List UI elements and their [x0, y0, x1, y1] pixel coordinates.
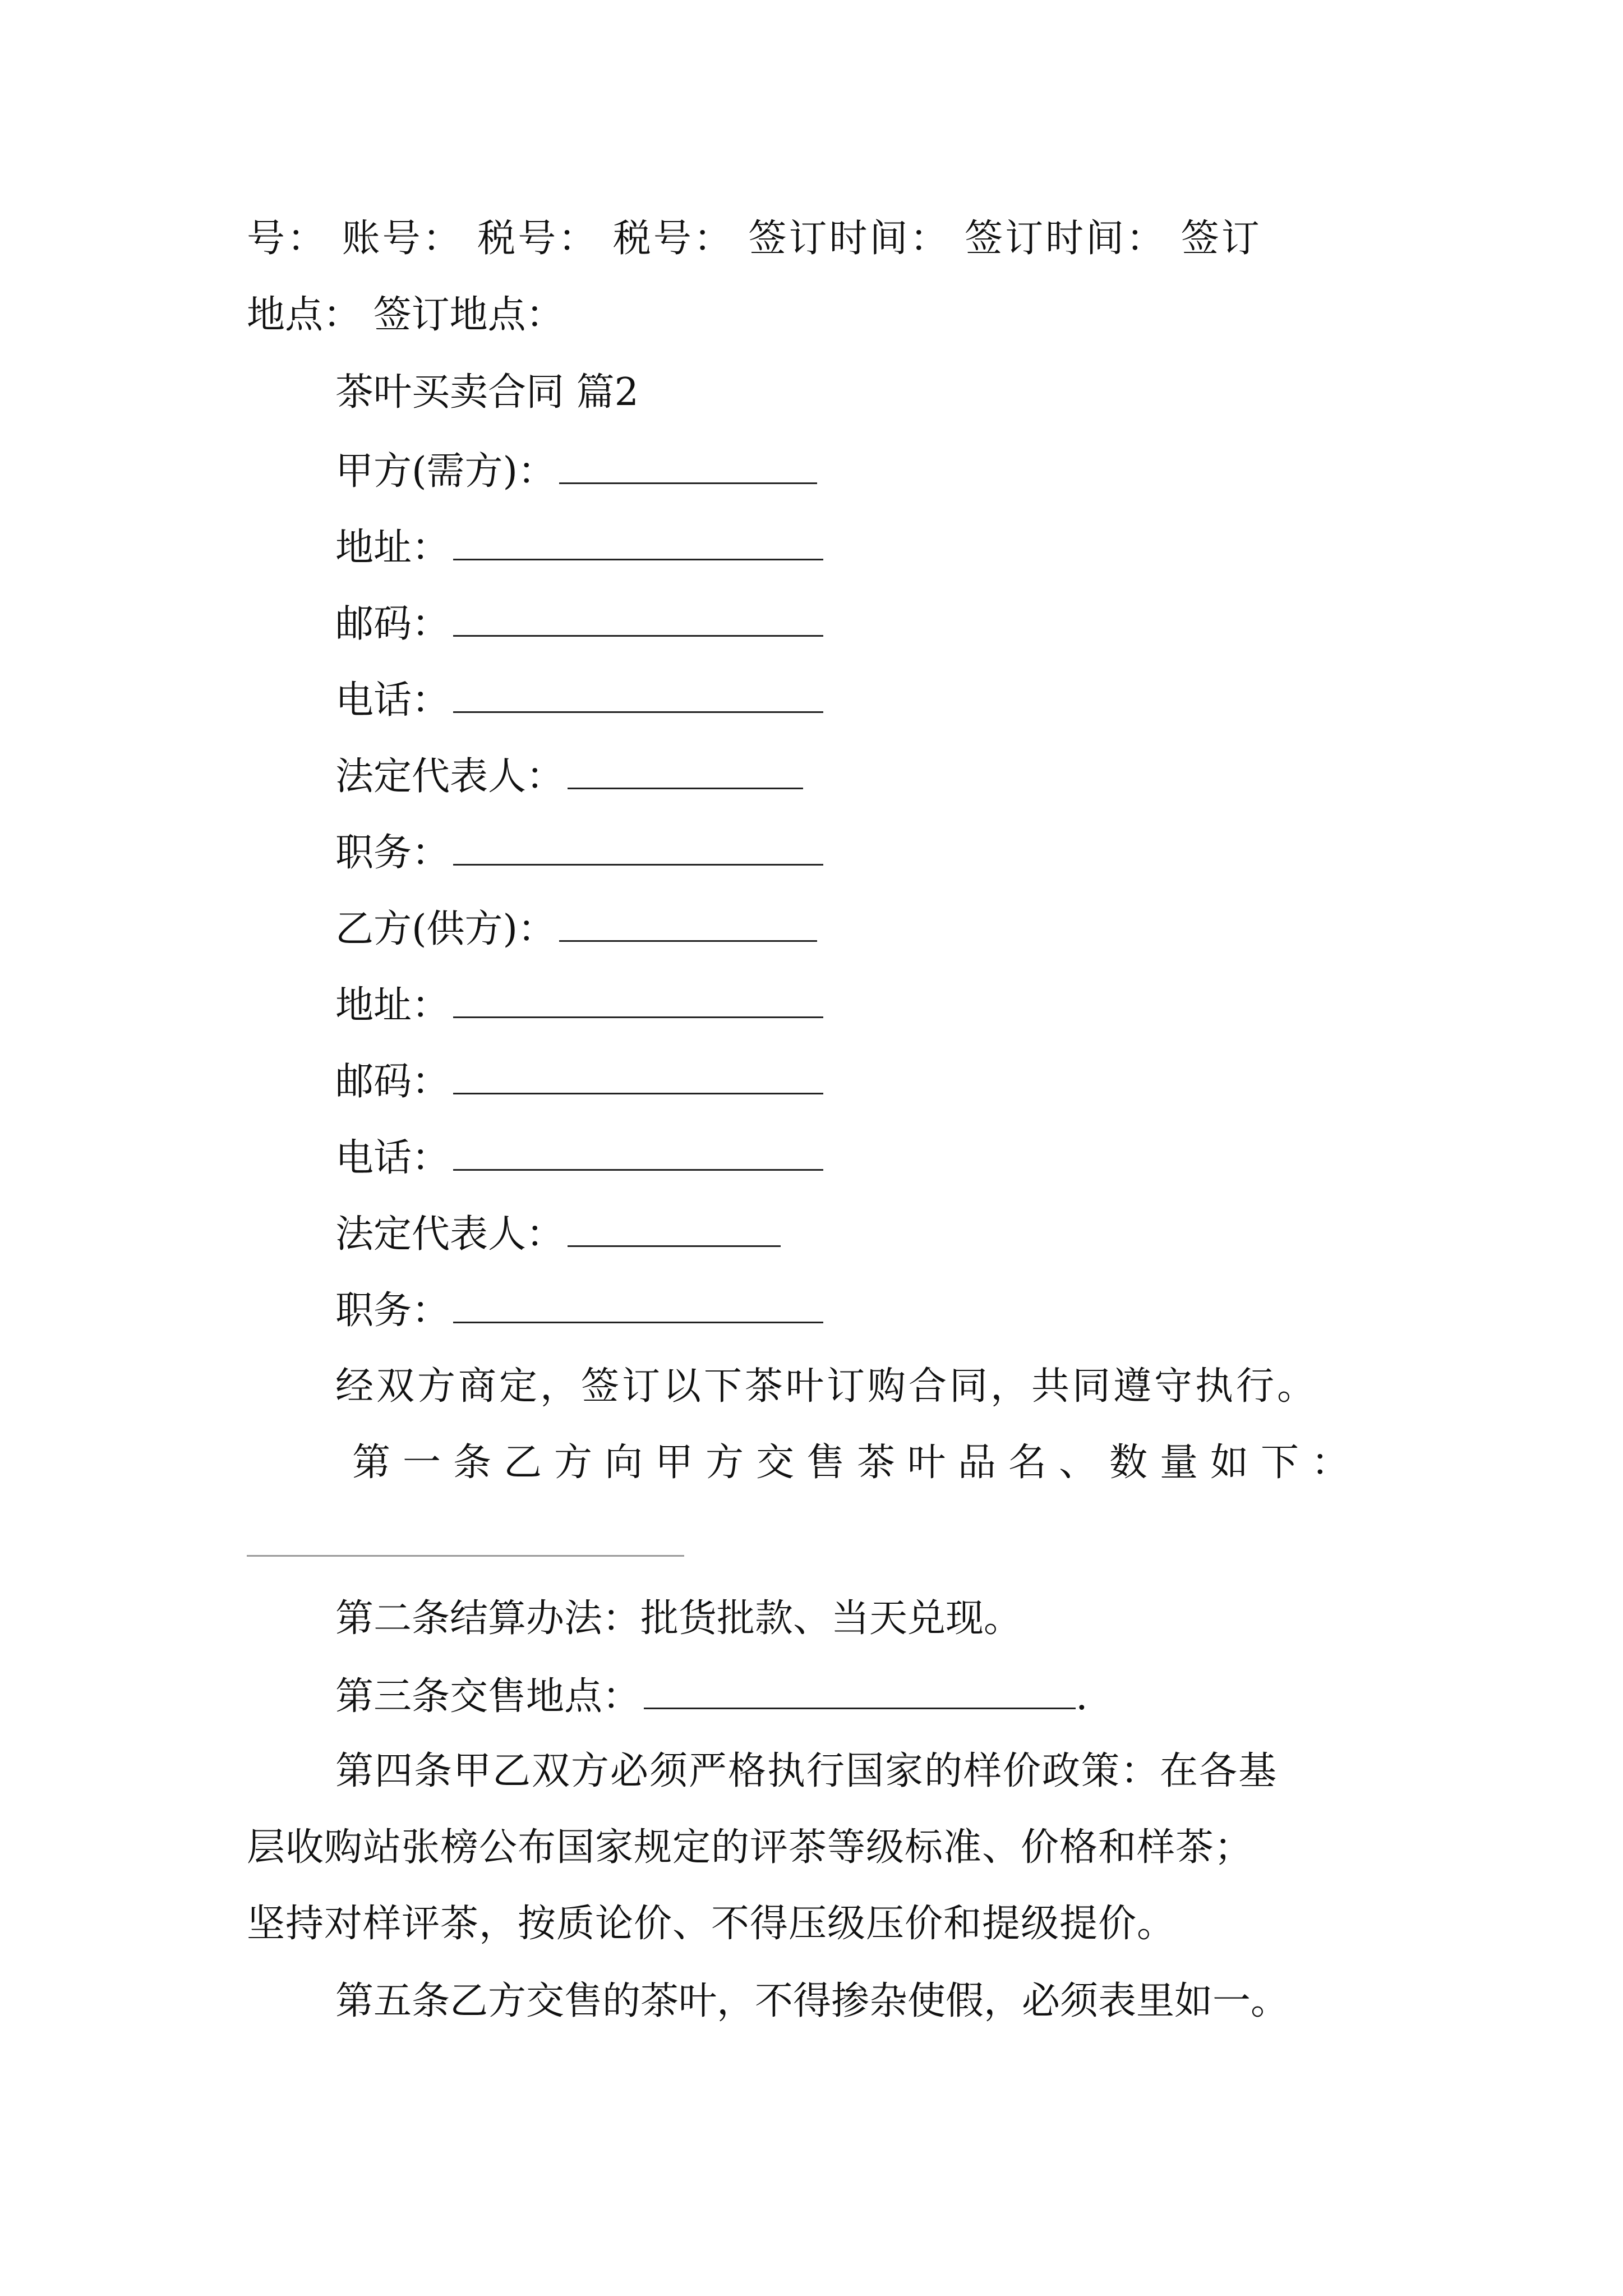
party-a-postcode-label: 邮码： — [335, 602, 450, 646]
party-a-address-row — [335, 526, 823, 570]
party-a-postcode-row — [335, 602, 823, 646]
party-b-postcode-row — [335, 1060, 823, 1104]
header-line-1: 号： 账号： 税号： 税号： 签订时间： 签订时间： 签订 — [247, 217, 1262, 261]
article-4-line-2: 层收购站张榜公布国家规定的评茶等级标准、价格和样茶； — [247, 1825, 1253, 1870]
section-title: 茶叶买卖合同 篇2 — [335, 370, 639, 415]
intro-paragraph: 经双方商定，签订以下茶叶订购合同，共同遵守执行。 — [335, 1364, 1318, 1409]
article-5: 第五条乙方交售的茶叶，不得掺杂使假，必须表里如一。 — [335, 1979, 1289, 2023]
party-a-title: 甲方(需方)： — [335, 449, 556, 494]
party-a-phone-label: 电话： — [335, 678, 450, 723]
header-line-2: 地点： 签订地点： — [247, 293, 564, 337]
party-b-phone-label: 电话： — [335, 1136, 450, 1180]
party-b-legal-rep-label: 法定代表人： — [335, 1212, 565, 1257]
party-b-legal-rep-row — [335, 1212, 781, 1257]
party-a-position-blank — [453, 832, 823, 866]
party-b-position-blank — [453, 1290, 823, 1323]
party-b-position-row — [335, 1289, 823, 1333]
article-4-line-3: 坚持对样评茶，按质论价、不得压级压价和提级提价。 — [247, 1902, 1176, 1946]
party-b-name-blank — [559, 909, 817, 942]
party-a-phone-row — [335, 678, 823, 723]
article-3-period: . — [1076, 1674, 1088, 1719]
party-b-postcode-blank — [453, 1061, 823, 1094]
party-b-phone-blank — [453, 1138, 823, 1171]
party-a-address-label: 地址： — [335, 526, 450, 570]
party-b-legal-rep-blank — [568, 1214, 781, 1247]
article-4-line-1: 第四条甲乙双方必须严格执行国家的样价政策：在各基 — [335, 1749, 1278, 1793]
party-a-address-blank — [453, 527, 823, 560]
party-b-postcode-label: 邮码： — [335, 1060, 450, 1104]
party-a-phone-blank — [453, 680, 823, 713]
party-b-address-blank — [453, 985, 823, 1018]
party-b-address-row — [335, 983, 823, 1028]
party-b-phone-row — [335, 1136, 823, 1180]
party-a-position-row — [335, 831, 823, 875]
article-3-row — [335, 1674, 1088, 1719]
party-b-title: 乙方(供方)： — [335, 907, 556, 951]
party-a-legal-rep-row — [335, 754, 803, 799]
party-a-name-blank — [559, 451, 817, 484]
article-3-location-blank — [644, 1676, 1076, 1709]
party-b-title-row — [335, 909, 817, 949]
party-a-title-row — [335, 449, 817, 494]
party-a-position-label: 职务： — [335, 831, 450, 875]
party-a-legal-rep-blank — [568, 756, 803, 789]
party-a-legal-rep-label: 法定代表人： — [335, 754, 565, 799]
article-3-label: 第三条交售地点： — [335, 1674, 641, 1719]
article-2: 第二条结算办法：批货批款、当天兑现。 — [335, 1596, 1022, 1641]
party-b-position-label: 职务： — [335, 1289, 450, 1333]
party-b-address-label: 地址： — [335, 983, 450, 1028]
article-1: 第一条乙方向甲方交售茶叶品名、数量如下： — [352, 1441, 1362, 1485]
article-1-blank-line — [247, 1555, 684, 1557]
party-a-postcode-blank — [453, 604, 823, 637]
